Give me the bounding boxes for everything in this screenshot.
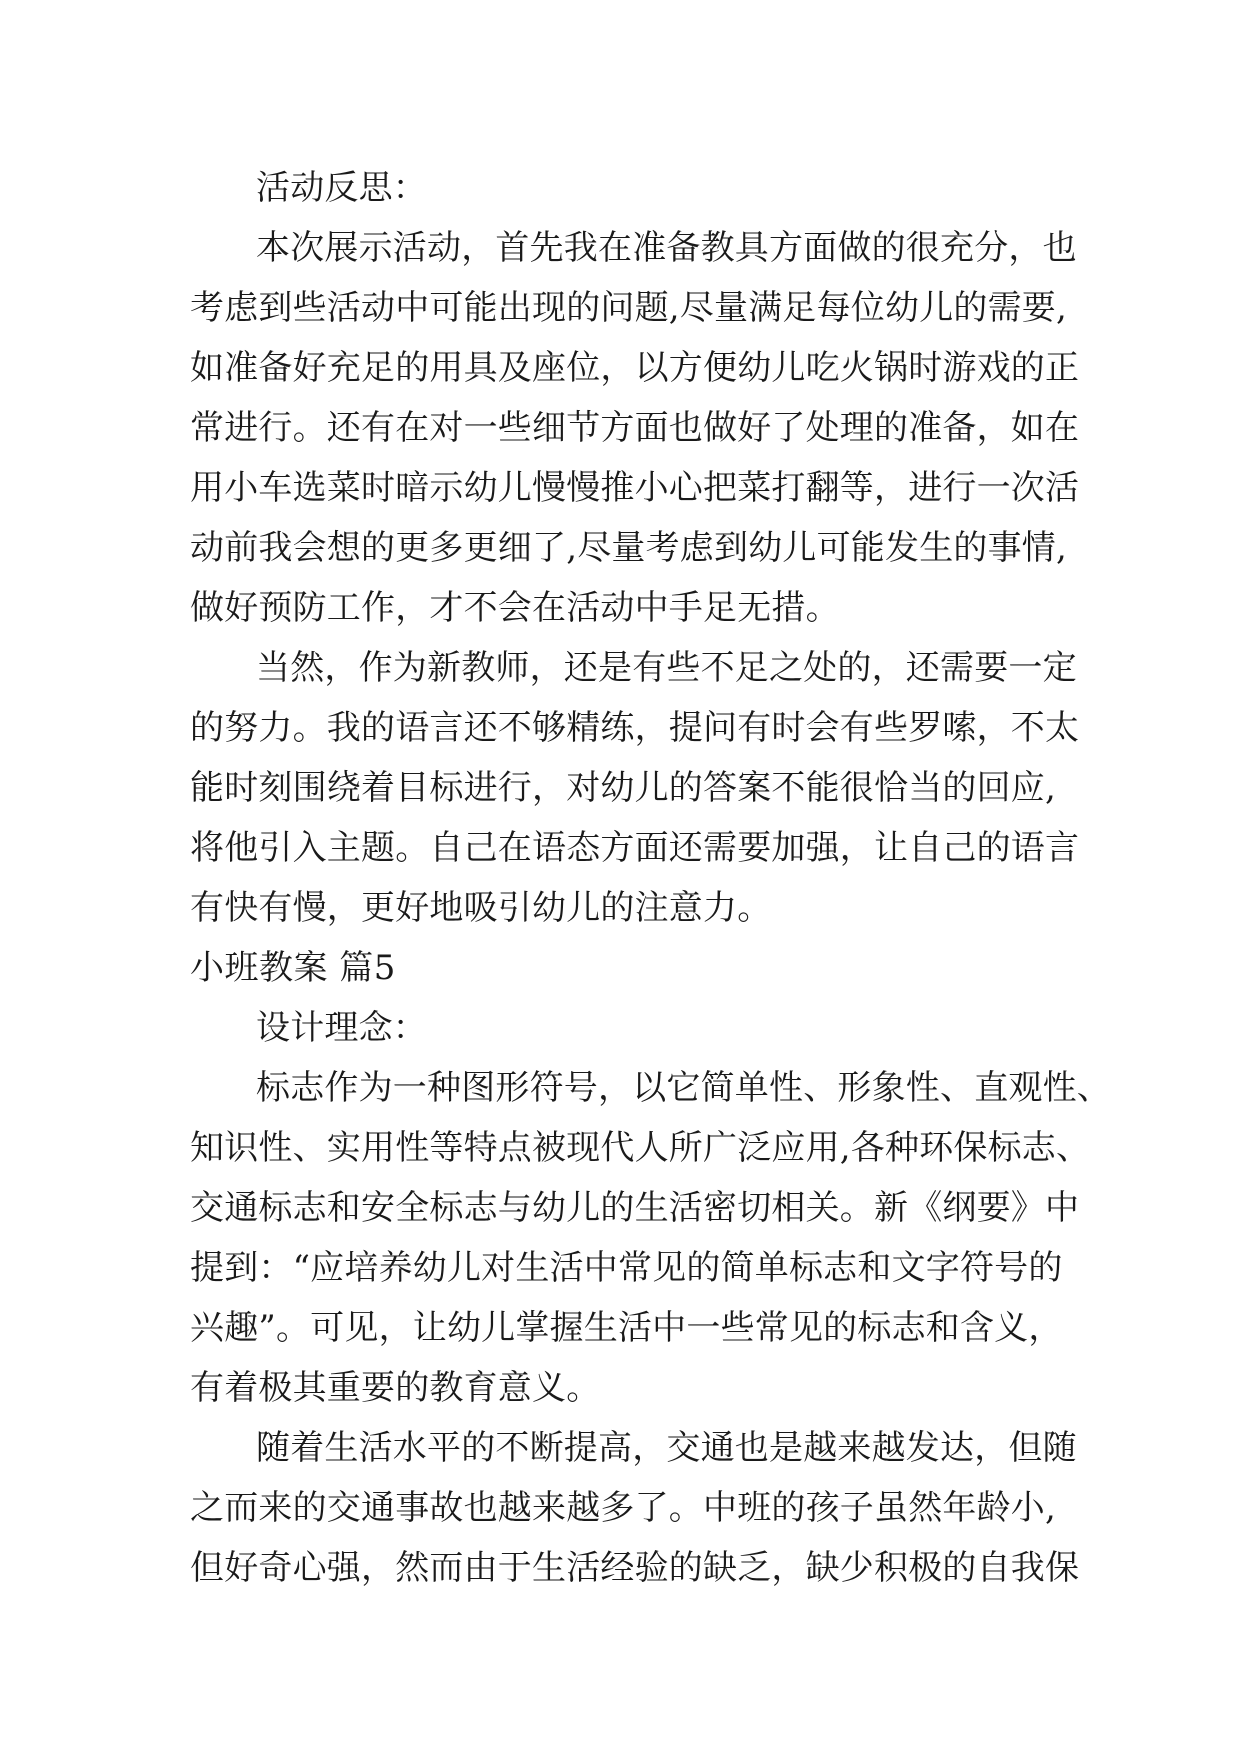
paragraph-line: 用小车选菜时暗示幼儿慢慢推小心把菜打翻等，进行一次活 [190, 468, 1080, 508]
section-label-design: 设计理念： [256, 1008, 427, 1048]
paragraph-line: 做好预防工作，才不会在活动中手足无措。 [190, 588, 840, 628]
paragraph-line: 有着极其重要的教育意义。 [190, 1368, 601, 1408]
paragraph-line: 但好奇心强，然而由于生活经验的缺乏，缺少积极的自我保 [190, 1548, 1080, 1588]
paragraph-line: 有快有慢，更好地吸引幼儿的注意力。 [190, 888, 772, 928]
paragraph-line: 提到：“应培养幼儿对生活中常见的简单标志和文字符号的 [190, 1248, 1063, 1288]
paragraph-line: 动前我会想的更多更细了,尽量考虑到幼儿可能发生的事情, [190, 528, 1068, 568]
paragraph-line: 将他引入主题。自己在语态方面还需要加强，让自己的语言 [190, 828, 1080, 868]
paragraph-line: 当然，作为新教师，还是有些不足之处的，还需要一定 [256, 648, 1077, 688]
paragraph-line: 考虑到些活动中可能出现的问题,尽量满足每位幼儿的需要, [190, 288, 1068, 328]
paragraph-line: 知识性、实用性等特点被现代人所广泛应用,各种环保标志、 [190, 1128, 1091, 1168]
paragraph-line: 常进行。还有在对一些细节方面也做好了处理的准备，如在 [190, 408, 1080, 448]
paragraph-line: 能时刻围绕着目标进行，对幼儿的答案不能很恰当的回应, [190, 768, 1057, 808]
paragraph-line: 的努力。我的语言还不够精练，提问有时会有些罗嗦，不太 [190, 708, 1080, 748]
paragraph-line: 如准备好充足的用具及座位，以方便幼儿吃火锅时游戏的正 [190, 348, 1080, 388]
section-label-reflection: 活动反思： [256, 168, 427, 208]
paragraph-line: 交通标志和安全标志与幼儿的生活密切相关。新《纲要》中 [190, 1188, 1080, 1228]
paragraph-line: 本次展示活动，首先我在准备教具方面做的很充分，也 [256, 228, 1077, 268]
paragraph-line: 标志作为一种图形符号，以它简单性、形象性、直观性、 [256, 1068, 1111, 1108]
paragraph-line: 随着生活水平的不断提高，交通也是越来越发达，但随 [256, 1428, 1077, 1468]
paragraph-line: 之而来的交通事故也越来越多了。中班的孩子虽然年龄小, [190, 1488, 1057, 1528]
section-heading: 小班教案 篇5 [190, 948, 396, 988]
paragraph-line: 兴趣”。可见，让幼儿掌握生活中一些常见的标志和含义， [190, 1308, 1063, 1348]
